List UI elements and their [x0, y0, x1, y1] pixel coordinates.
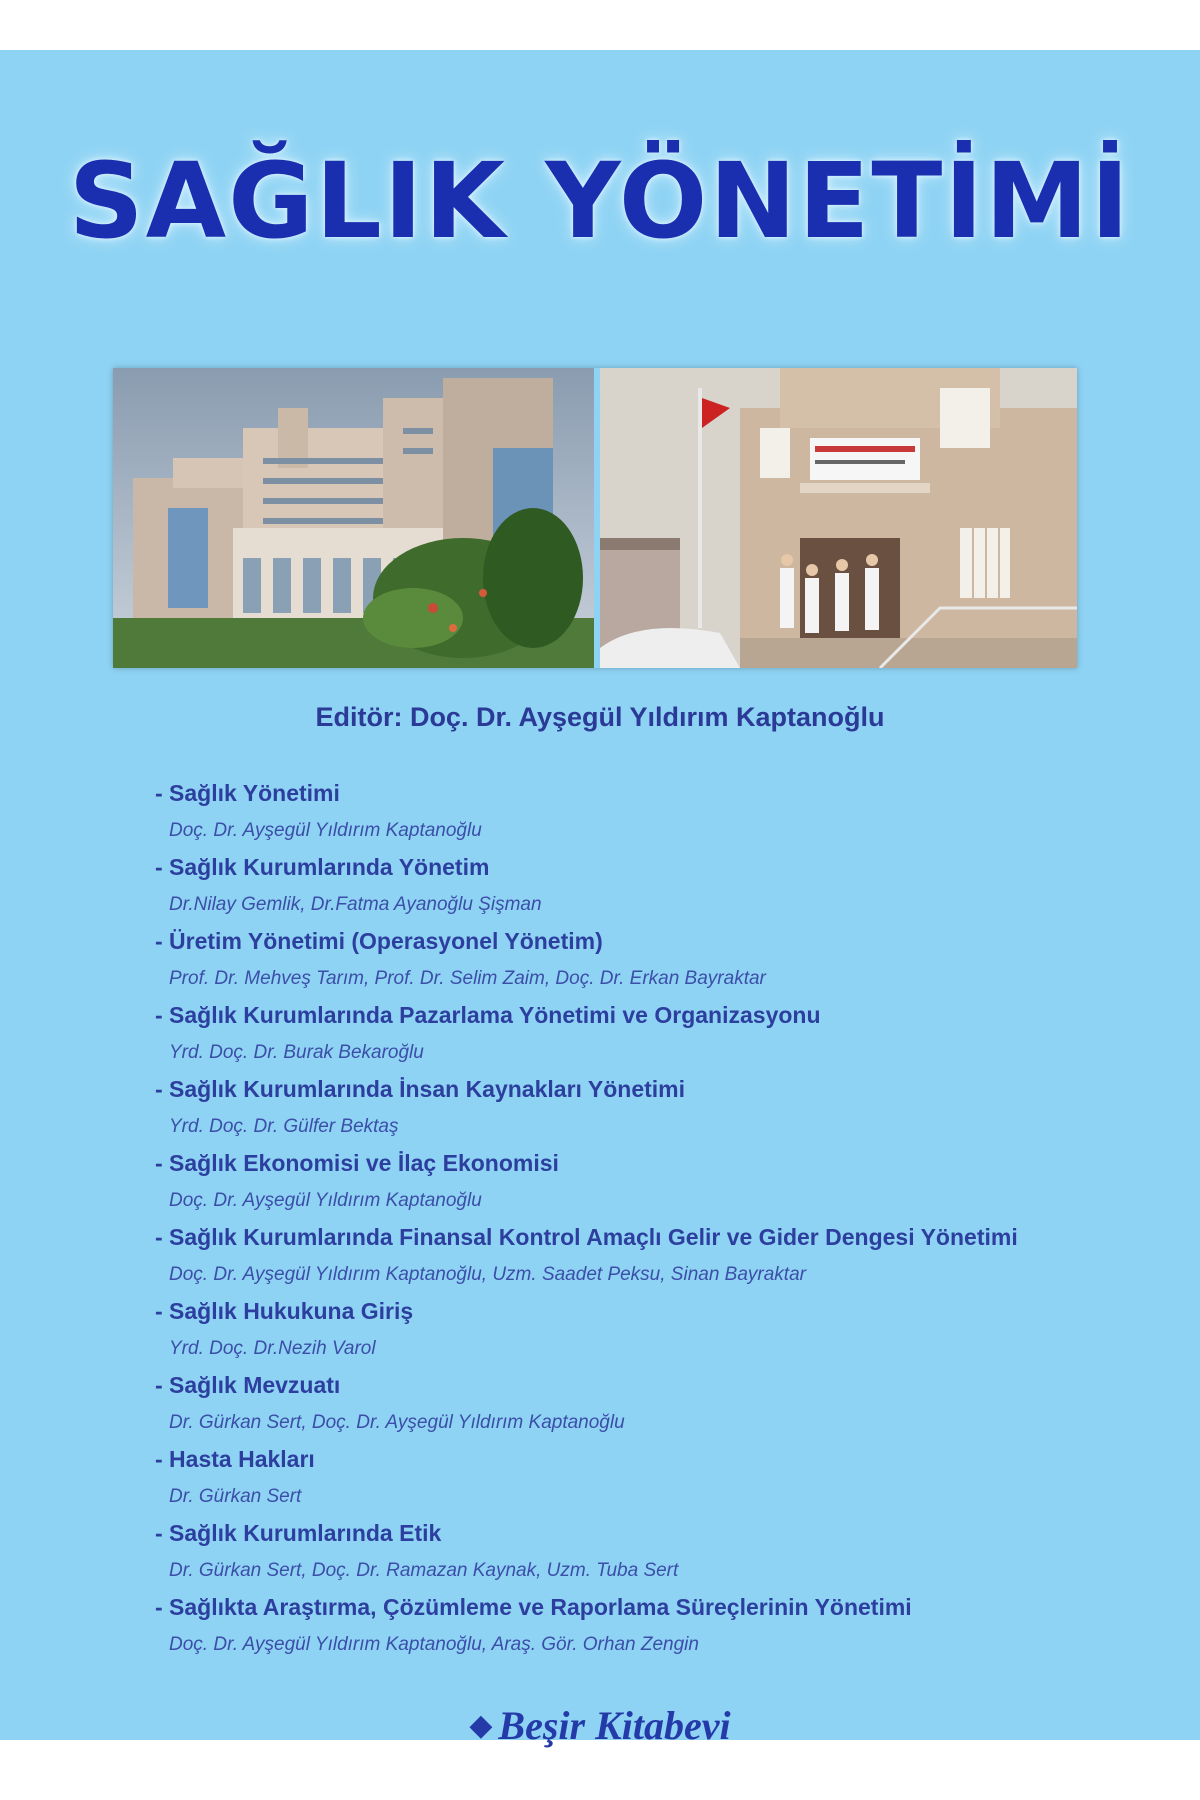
chapter-title: - Sağlık Kurumlarında İnsan Kaynakları Yönetimi	[155, 1076, 686, 1102]
chapter-authors: Doç. Dr. Ayşegül Yıldırım Kaptanoğlu	[169, 820, 482, 841]
chapter-authors: Doç. Dr. Ayşegül Yıldırım Kaptanoğlu, Araş. Gör. Orhan Zengin	[169, 1634, 699, 1655]
chapter-list	[155, 775, 1115, 1663]
chapter-title: - Sağlık Kurumlarında Pazarlama Yönetimi ve Organizasyonu	[155, 1002, 821, 1028]
hospital-building-photo	[113, 368, 594, 668]
cover-photos	[113, 368, 1077, 668]
chapter-title: - Sağlık Yönetimi	[155, 780, 340, 806]
chapter-item	[155, 775, 1115, 849]
chapter-title: - Sağlık Hukukuna Giriş	[155, 1298, 414, 1324]
chapter-title: - Sağlık Mevzuatı	[155, 1372, 341, 1398]
chapter-item	[155, 1367, 1115, 1441]
chapter-item	[155, 997, 1115, 1071]
chapter-authors: Yrd. Doç. Dr.Nezih Varol	[169, 1338, 376, 1359]
chapter-item	[155, 1219, 1115, 1293]
chapter-item	[155, 1515, 1115, 1589]
editor-credit: Editör: Doç. Dr. Ayşegül Yıldırım Kaptanoğlu	[315, 702, 885, 732]
chapter-item	[155, 1145, 1115, 1219]
chapter-title: - Sağlık Ekonomisi ve İlaç Ekonomisi	[155, 1150, 559, 1176]
chapter-item	[155, 849, 1115, 923]
publisher-name	[0, 1702, 1200, 1749]
chapter-authors: Dr. Gürkan Sert	[169, 1486, 302, 1507]
chapter-title: - Sağlık Kurumlarında Finansal Kontrol Amaçlı Gelir ve Gider Dengesi Yönetimi	[155, 1224, 1018, 1250]
chapter-authors: Doç. Dr. Ayşegül Yıldırım Kaptanoğlu	[169, 1190, 482, 1211]
chapter-item	[155, 1441, 1115, 1515]
chapter-authors: Dr. Gürkan Sert, Doç. Dr. Ramazan Kaynak, Uzm. Tuba Sert	[169, 1560, 679, 1581]
chapter-authors: Yrd. Doç. Dr. Burak Bekaroğlu	[169, 1042, 424, 1063]
chapter-item	[155, 1293, 1115, 1367]
chapter-title: - Sağlık Kurumlarında Yönetim	[155, 854, 490, 880]
chapter-title: - Sağlıkta Araştırma, Çözümleme ve Raporlama Süreçlerinin Yönetimi	[155, 1594, 912, 1620]
chapter-authors: Prof. Dr. Mehveş Tarım, Prof. Dr. Selim Zaim, Doç. Dr. Erkan Bayraktar	[169, 968, 766, 989]
chapter-item	[155, 923, 1115, 997]
chapter-item	[155, 1589, 1115, 1663]
chapter-authors: Yrd. Doç. Dr. Gülfer Bektaş	[169, 1116, 399, 1137]
chapter-item	[155, 1071, 1115, 1145]
diamond-icon: ◆	[469, 1709, 493, 1742]
chapter-title: - Sağlık Kurumlarında Etik	[155, 1520, 442, 1546]
chapter-title: - Üretim Yönetimi (Operasyonel Yönetim)	[155, 928, 603, 954]
clinic-building-photo	[600, 368, 1077, 668]
book-cover	[0, 50, 1200, 1748]
chapter-authors: Dr. Gürkan Sert, Doç. Dr. Ayşegül Yıldırım Kaptanoğlu	[169, 1412, 625, 1433]
publisher-label: Beşir Kitabevi	[498, 1703, 731, 1748]
chapter-authors: Doç. Dr. Ayşegül Yıldırım Kaptanoğlu, Uzm. Saadet Peksu, Sinan Bayraktar	[169, 1264, 806, 1285]
book-title: SAĞLIK YÖNETİMİ	[68, 140, 1132, 262]
chapter-title: - Hasta Hakları	[155, 1446, 315, 1472]
chapter-authors: Dr.Nilay Gemlik, Dr.Fatma Ayanoğlu Şişman	[169, 894, 542, 915]
